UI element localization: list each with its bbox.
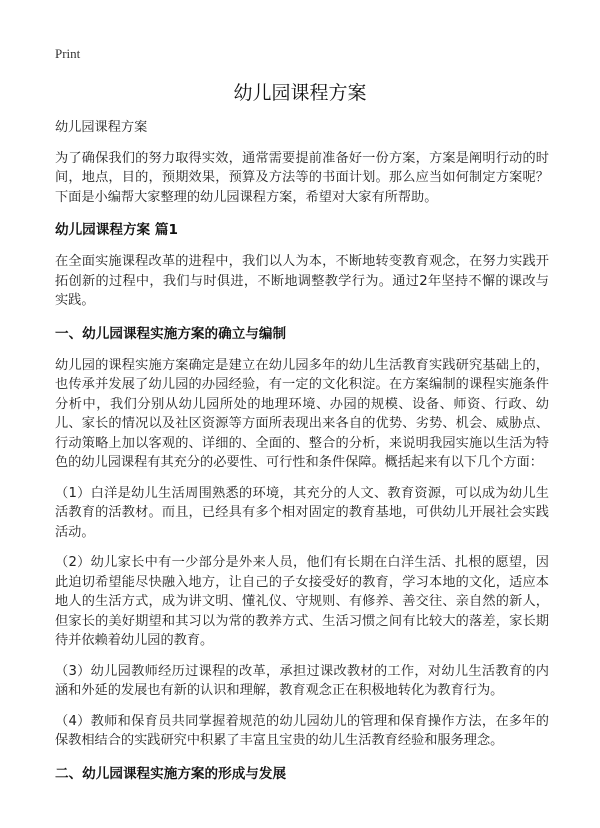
document-subtitle: 幼儿园课程方案	[55, 120, 148, 135]
document-title: 幼儿园课程方案	[233, 82, 367, 104]
section-heading-plan-1: 幼儿园课程方案 篇1	[55, 222, 178, 238]
document-body	[55, 118, 549, 796]
point-3-paragraph: （3）幼儿园教师经历过课程的改革，承担过课改教材的工作，对幼儿生活教育的内涵和外延的发展也有新的认识和理解，教育观念正在积极地转化为教育行为。	[55, 663, 549, 698]
part1-heading: 一、幼儿园课程实施方案的确立与编制	[55, 325, 287, 342]
part1-body-paragraph: 幼儿园的课程实施方案确定是建立在幼儿园多年的幼儿生活教育实践研究基础上的，也传承并发展了幼儿园的办园经验，有一定的文化积淀。在方案编制的课程实施条件分析中，我们分别从幼儿园所处的地理环境、办园的规模、设备、师资、行政、幼儿、家长的情况以及社区资源等方面所表现出来各自的优势、劣势、机会、威胁点、行动策略上加以客观的、详细的、全面的、整合的分析，来说明我园实施以生活为特色的幼儿园课程有其充分的必要性、可行性和条件保障。概括起来有以下几个方面：	[55, 357, 549, 470]
point-2-paragraph: （2）幼儿家长中有一少部分是外来人员，他们有长期在白洋生活、扎根的愿望，因此迫切希望能尽快融入地方，让自己的子女接受好的教育，学习本地的文化，适应本地人的生活方式，成为讲文明、懂礼仪、守规则、有修养、善交往、亲自然的新人，但家长的美好期望和其习以为常的教养方式、生活习惯之间有比较大的落差，家长期待并依赖着幼儿园的教育。	[55, 555, 549, 648]
point-4-paragraph: （4）教师和保育员共同掌握着规范的幼儿园幼儿的管理和保育操作方法，在多年的保教相结合的实践研究中积累了丰富且宝贵的幼儿生活教育经验和服务理念。	[55, 713, 549, 748]
part2-heading: 二、幼儿园课程实施方案的形成与发展	[55, 765, 287, 782]
print-link[interactable]: Print	[55, 46, 81, 61]
point-1-paragraph: （1）白洋是幼儿生活周围熟悉的环境，其充分的人文、教育资源，可以成为幼儿生活教育的活教材。而且，已经具有多个相对固定的教育基地，可供幼儿开展社会实践活动。	[55, 485, 549, 540]
intro-paragraph: 为了确保我们的努力取得实效，通常需要提前准备好一份方案，方案是阐明行动的时间，地点，目的，预期效果，预算及方法等的书面计划。那么应当如何制定方案呢？下面是小编帮大家整理的幼儿园课程方案，希望对大家有所帮助。	[55, 150, 549, 205]
section1-intro-paragraph: 在全面实施课程改革的进程中，我们以人为本，不断地转变教育观念，在努力实践开拓创新的过程中，我们与时俱进，不断地调整教学行为。通过2年坚持不懈的课改与实践。	[55, 254, 549, 308]
